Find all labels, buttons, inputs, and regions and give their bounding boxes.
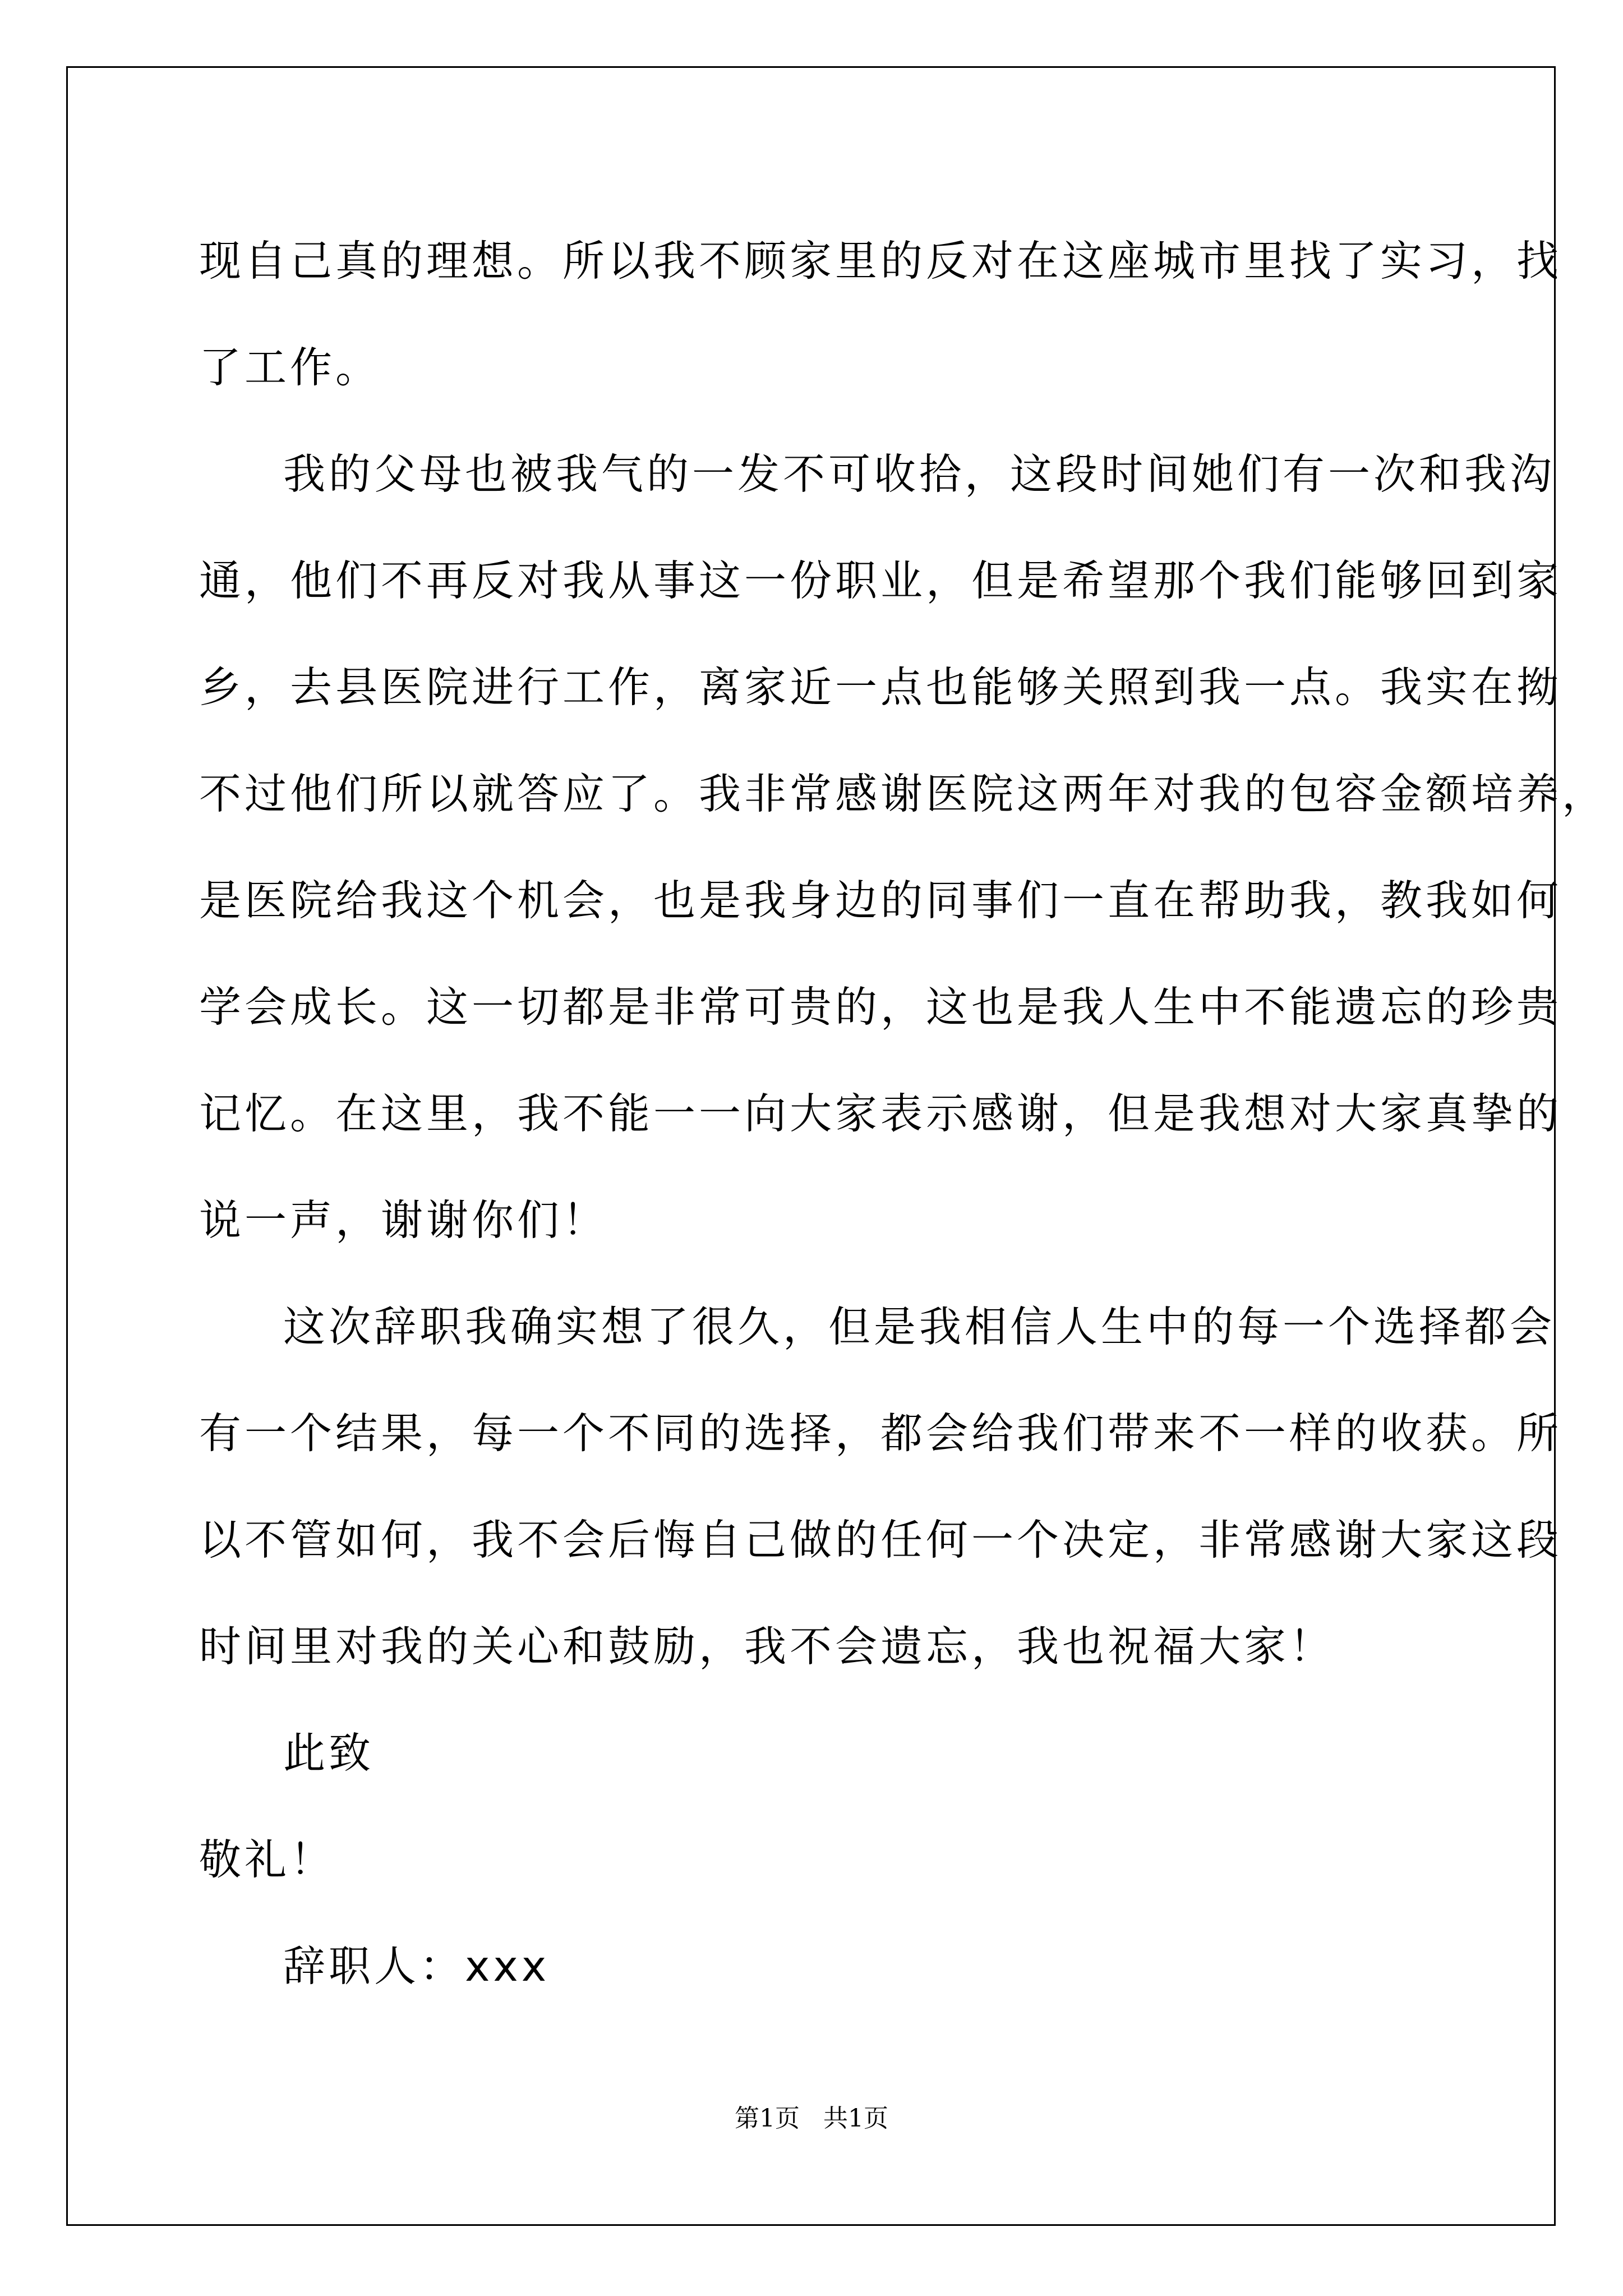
body-line-7: 是医院给我这个机会，也是我身边的同事们一直在帮助我，教我如何 <box>199 876 1562 925</box>
body-line-9: 记忆。在这里，我不能一一向大家表示感谢，但是我想对大家真挚的 <box>199 1089 1562 1138</box>
body-line-5: 乡，去县医院进行工作，离家近一点也能够关照到我一点。我实在拗 <box>199 662 1562 712</box>
body-line-14: 时间里对我的关心和鼓励，我不会遗忘，我也祝福大家！ <box>199 1622 1335 1671</box>
body-line-2: 了工作。 <box>199 343 381 392</box>
body-line-11: 这次辞职我确实想了很久，但是我相信人生中的每一个选择都会 <box>283 1302 1556 1351</box>
body-line-4: 通，他们不再反对我从事这一份职业，但是希望那个我们能够回到家 <box>199 556 1562 605</box>
body-line-8: 学会成长。这一切都是非常可贵的，这也是我人生中不能遗忘的珍贵 <box>199 982 1562 1032</box>
signature-line: 辞职人：xxx <box>283 1941 550 1991</box>
closing-salutation: 此致 <box>283 1728 375 1778</box>
body-line-12: 有一个结果，每一个不同的选择，都会给我们带来不一样的收获。所 <box>199 1409 1562 1458</box>
closing-regards: 敬礼！ <box>199 1835 336 1884</box>
body-line-13: 以不管如何，我不会后悔自己做的任何一个决定，非常感谢大家这段 <box>199 1515 1562 1565</box>
page-number-footer: 第1页 共1页 <box>735 2104 888 2133</box>
body-line-6: 不过他们所以就答应了。我非常感谢医院这两年对我的包容金额培养， <box>199 769 1608 818</box>
document-body <box>199 208 1608 2019</box>
body-line-1: 现自己真的理想。所以我不顾家里的反对在这座城市里找了实习，找 <box>199 236 1562 286</box>
body-line-3: 我的父母也被我气的一发不可收拾，这段时间她们有一次和我沟 <box>283 449 1556 499</box>
body-line-10: 说一声，谢谢你们！ <box>199 1195 608 1245</box>
